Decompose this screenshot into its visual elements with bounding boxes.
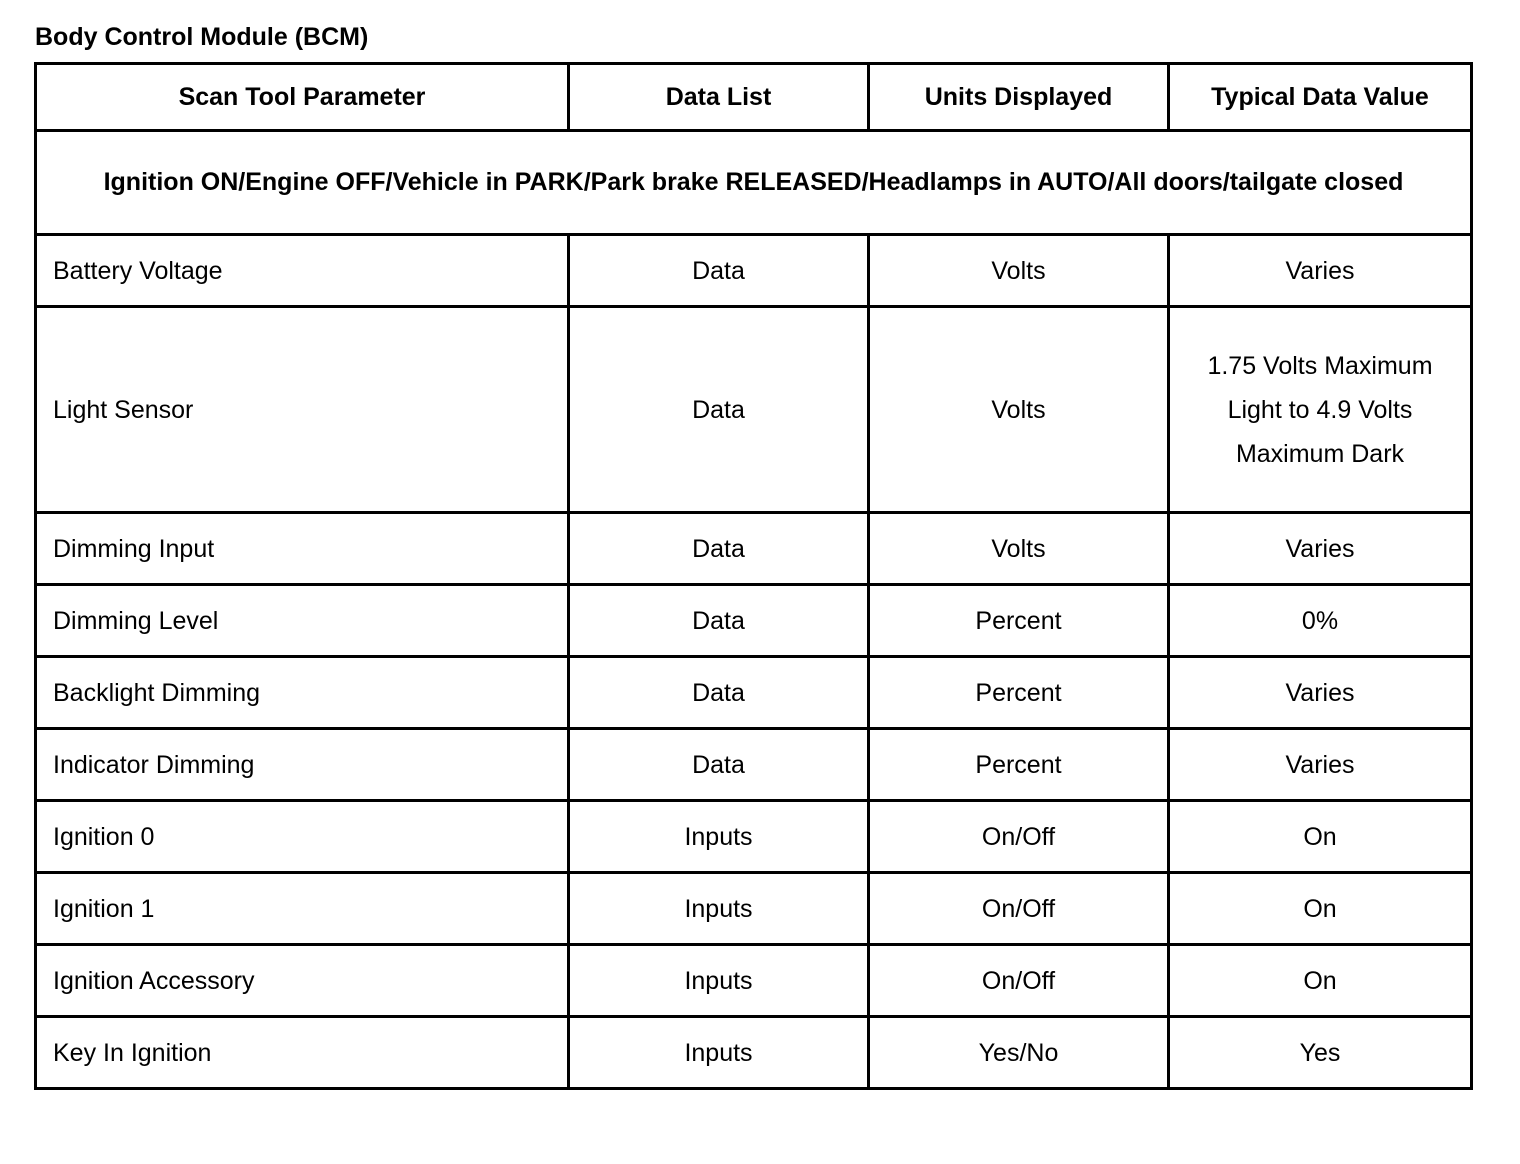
cell-parameter: Dimming Input [36, 513, 569, 585]
cell-parameter: Ignition Accessory [36, 945, 569, 1017]
cell-parameter: Indicator Dimming [36, 729, 569, 801]
cell-parameter: Battery Voltage [36, 235, 569, 307]
table-row [36, 873, 1472, 945]
table-row [36, 307, 1472, 513]
table-row [36, 945, 1472, 1017]
cell-data-list: Inputs [569, 801, 869, 873]
cell-typical-value: Varies [1169, 513, 1472, 585]
cell-typical-value: Yes [1169, 1017, 1472, 1089]
cell-units: Volts [869, 235, 1169, 307]
condition-text: Ignition ON/Engine OFF/Vehicle in PARK/Park brake RELEASED/Headlamps in AUTO/All doors/tailgate closed [36, 131, 1472, 235]
bcm-data-table [34, 62, 1473, 1090]
cell-units: On/Off [869, 873, 1169, 945]
table-row [36, 235, 1472, 307]
cell-data-list: Data [569, 513, 869, 585]
cell-data-list: Inputs [569, 945, 869, 1017]
table-row [36, 513, 1472, 585]
cell-units: Volts [869, 513, 1169, 585]
cell-units: Volts [869, 307, 1169, 513]
cell-parameter: Light Sensor [36, 307, 569, 513]
table-row [36, 1017, 1472, 1089]
table-row [36, 585, 1472, 657]
header-typical-data-value: Typical Data Value [1169, 64, 1472, 131]
document-title: Body Control Module (BCM) [35, 23, 369, 51]
cell-data-list: Data [569, 235, 869, 307]
cell-parameter: Ignition 1 [36, 873, 569, 945]
cell-data-list: Data [569, 307, 869, 513]
cell-parameter: Dimming Level [36, 585, 569, 657]
cell-units: On/Off [869, 801, 1169, 873]
cell-typical-value: On [1169, 801, 1472, 873]
cell-data-list: Inputs [569, 1017, 869, 1089]
table-row [36, 657, 1472, 729]
cell-parameter: Key In Ignition [36, 1017, 569, 1089]
cell-units: Percent [869, 729, 1169, 801]
cell-units: Yes/No [869, 1017, 1169, 1089]
cell-units: Percent [869, 585, 1169, 657]
cell-typical-value: Varies [1169, 235, 1472, 307]
cell-data-list: Data [569, 729, 869, 801]
header-row [36, 64, 1472, 131]
header-units-displayed: Units Displayed [869, 64, 1169, 131]
table-row [36, 801, 1472, 873]
cell-units: On/Off [869, 945, 1169, 1017]
cell-typical-value: Varies [1169, 729, 1472, 801]
header-scan-tool-parameter: Scan Tool Parameter [36, 64, 569, 131]
cell-data-list: Data [569, 657, 869, 729]
cell-data-list: Data [569, 585, 869, 657]
cell-units: Percent [869, 657, 1169, 729]
cell-typical-value: 0% [1169, 585, 1472, 657]
cell-parameter: Ignition 0 [36, 801, 569, 873]
table-row [36, 729, 1472, 801]
cell-typical-value: On [1169, 873, 1472, 945]
cell-parameter: Backlight Dimming [36, 657, 569, 729]
cell-typical-value: 1.75 Volts Maximum Light to 4.9 Volts Maximum Dark [1169, 307, 1472, 513]
cell-typical-value: Varies [1169, 657, 1472, 729]
cell-data-list: Inputs [569, 873, 869, 945]
header-data-list: Data List [569, 64, 869, 131]
condition-row [36, 131, 1472, 235]
cell-typical-value: On [1169, 945, 1472, 1017]
